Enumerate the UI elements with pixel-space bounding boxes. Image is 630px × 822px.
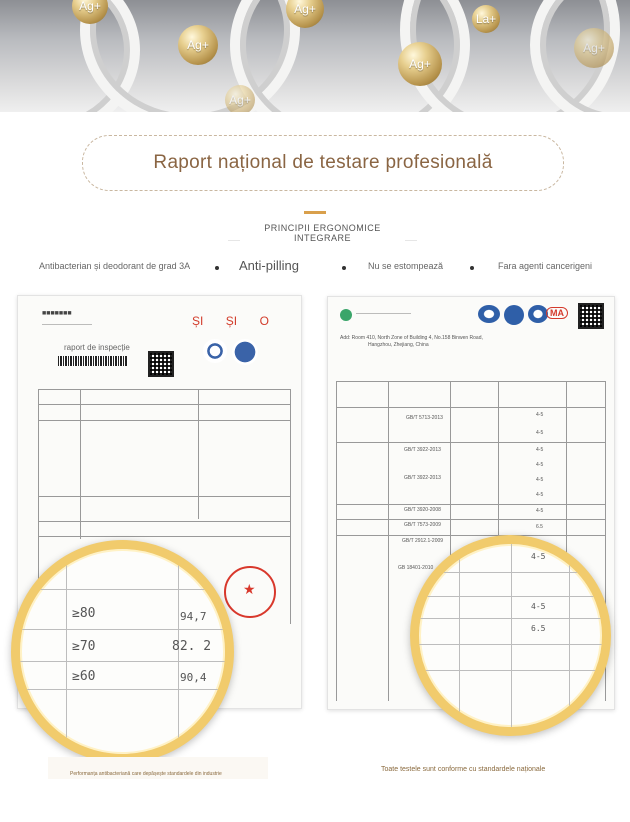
col-line	[66, 549, 67, 754]
grade-value: 4-5	[536, 462, 544, 468]
grade-value: 4-5	[536, 412, 544, 418]
measured-value: 82. 2	[172, 639, 212, 654]
table-border	[38, 420, 290, 421]
cnas-logo	[232, 339, 258, 365]
grade-value: 6.5	[531, 624, 546, 633]
accent-divider	[304, 211, 326, 214]
silver-ion-ball	[398, 42, 442, 86]
subtitle-rule	[405, 240, 417, 241]
col-line	[511, 544, 512, 727]
feature-colorfast: Nu se estompează	[368, 261, 444, 271]
table-border	[336, 535, 606, 536]
table-border	[80, 389, 81, 539]
standard-code: GB/T 3922-2013	[404, 475, 441, 481]
ma-mark: MA	[546, 307, 568, 319]
table-border	[336, 504, 606, 505]
table-border	[336, 442, 606, 443]
table-border	[336, 519, 606, 520]
grade-value: 4-5	[536, 447, 544, 453]
table-border	[198, 389, 199, 519]
table-border	[38, 521, 290, 522]
ball-label: La+	[475, 12, 497, 26]
standard-code: GB/T 3920-2008	[404, 507, 441, 513]
feature-no-carcinogens: Fara agenti cancerigeni	[498, 261, 593, 271]
seal-label: ȘI	[192, 314, 204, 328]
cma-logo	[528, 305, 548, 323]
magnifier-left	[11, 540, 234, 763]
standard-code: GB/T 5713-2013	[406, 415, 443, 421]
table-border	[38, 536, 290, 537]
table-border	[38, 404, 290, 405]
table-border	[290, 389, 291, 624]
cnas-logo	[504, 305, 524, 325]
grade-value: 4-5	[536, 508, 544, 514]
qr-code	[148, 351, 174, 377]
row-line	[20, 589, 225, 590]
ball-label: Ag+	[187, 38, 209, 52]
ilac-mra-logo	[203, 339, 227, 363]
criterion-value: ≥80	[72, 606, 96, 621]
seal-labels	[192, 312, 269, 330]
ball-label: Ag+	[409, 57, 431, 71]
address-en: Add: Room 410, North Zone of Building 4, No.158 Binwen Road,	[340, 335, 483, 341]
table-border	[336, 381, 337, 701]
seal-label: ȘI	[225, 314, 238, 328]
lab-name: ■■■■■■■	[42, 310, 72, 317]
inspection-label: raport de inspecție	[64, 343, 130, 352]
subtitle-rule	[228, 240, 240, 241]
grade-value: 4-5	[531, 602, 546, 611]
lab-name-en: ——————————	[42, 322, 92, 328]
ilac-logo	[478, 305, 500, 323]
standard-code: GB/T 2912.1-2009	[402, 538, 444, 544]
grade-value: 4-5	[536, 492, 544, 498]
feature-anti-pilling: Anti-pilling	[239, 258, 299, 273]
silver-ion-ball	[225, 85, 255, 112]
row-line	[20, 629, 225, 630]
row-line	[20, 689, 225, 690]
lab-logo-icon	[340, 309, 352, 321]
lanthanum-ion-ball	[472, 5, 500, 33]
bullet-dot	[470, 266, 474, 270]
table-border	[388, 381, 389, 701]
table-border	[336, 407, 606, 408]
seal-label: O	[259, 314, 269, 328]
address-city: Hangzhou, Zhejiang, China	[368, 342, 429, 348]
grade-value: 6.5	[536, 524, 543, 530]
row-line	[20, 661, 225, 662]
grade-value: 4-5	[531, 552, 546, 561]
bullet-dot	[215, 266, 219, 270]
standard-code: GB/T 7573-2009	[404, 522, 441, 528]
silver-ion-ball	[574, 28, 614, 68]
ball-label: Ag+	[229, 93, 251, 107]
criterion-value: ≥60	[72, 669, 96, 684]
measured-value: 94,7	[180, 610, 207, 623]
bullet-dot	[342, 266, 346, 270]
caption-right: Toate testele sunt conforme cu standardele naționale	[381, 766, 546, 773]
official-stamp	[224, 566, 276, 618]
header-banner	[0, 0, 630, 112]
caption-left: Performanța antibacteriană care depășește standardele din industrie	[70, 771, 222, 777]
page-title: Raport național de testare profesională	[153, 152, 493, 173]
measured-value: 90,4	[180, 671, 207, 684]
title-frame	[82, 135, 564, 191]
ball-label: Ag+	[294, 2, 316, 16]
qr-code	[578, 303, 604, 329]
standard-code: GB 18401-2010	[398, 565, 434, 571]
lab-name: ———————————	[356, 311, 411, 317]
magnifier-right	[410, 535, 611, 736]
ball-label: Ag+	[583, 41, 605, 55]
star-icon: ★	[243, 581, 256, 597]
section-subtitle: PRINCIPII ERGONOMICE INTEGRARE	[264, 223, 381, 243]
col-line	[569, 544, 570, 727]
feature-antibacterial: Antibacterian și deodorant de grad 3A	[39, 261, 191, 271]
barcode	[58, 356, 128, 366]
grade-value: 4-5	[536, 477, 544, 483]
col-line	[459, 544, 460, 727]
features-row	[0, 258, 630, 278]
standard-code: GB/T 3922-2013	[404, 447, 441, 453]
criterion-value: ≥70	[72, 639, 96, 654]
ball-label: Ag+	[79, 0, 101, 13]
table-border	[38, 496, 290, 497]
grade-value: 4-5	[536, 430, 544, 436]
silver-ion-ball	[178, 25, 218, 65]
table-border	[38, 389, 290, 390]
